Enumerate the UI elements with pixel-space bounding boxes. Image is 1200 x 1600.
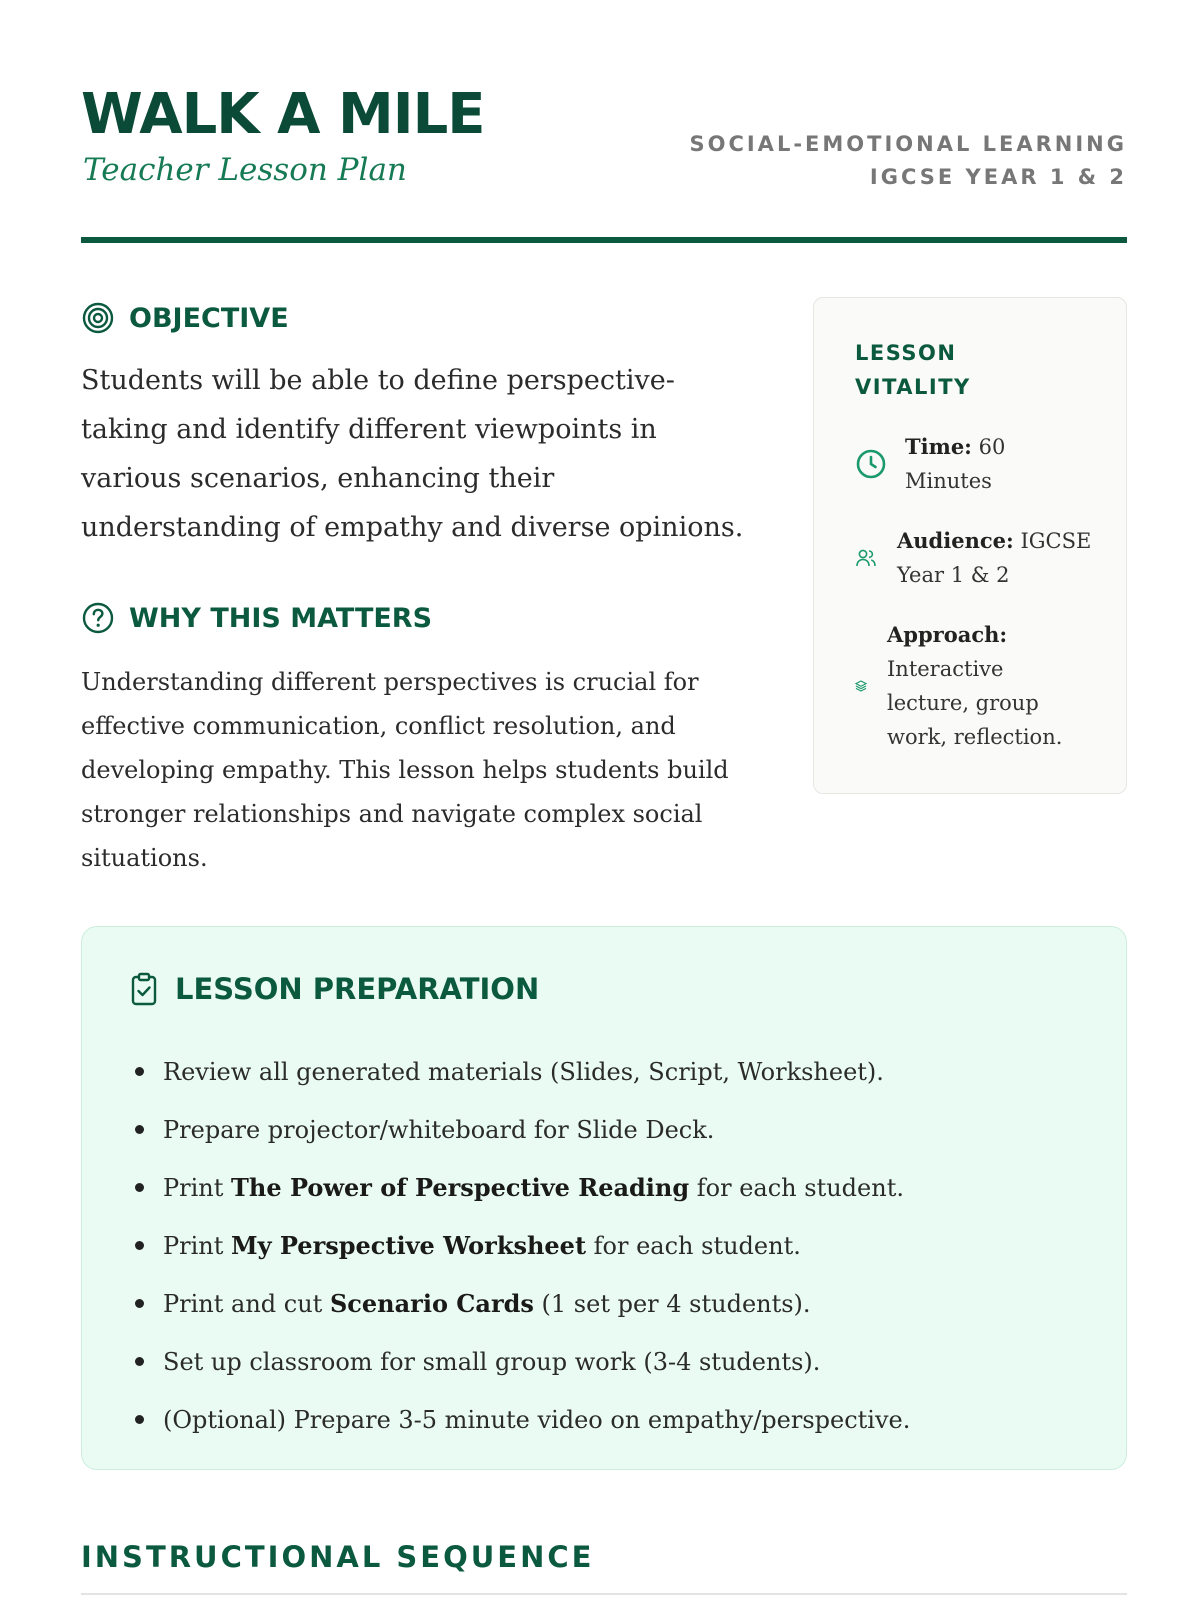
why-text: Understanding different perspectives is crucial for effective communication, conflict resolution, and developing empathy. This lesson helps students build stronger relationships and navigate complex social situations. <box>81 668 729 872</box>
why-heading <box>81 598 761 638</box>
bullet <box>135 1183 144 1192</box>
vitality-time <box>855 430 1126 498</box>
layers-icon <box>855 680 867 692</box>
list-item: (Optional) Prepare 3-5 minute video on empathy/perspective. <box>127 1391 1126 1449</box>
level-label: IGCSE YEAR 1 & 2 <box>869 165 1127 189</box>
page-title: WALK A MILE <box>81 82 485 147</box>
list-item: Set up classroom for small group work (3-4 students). <box>127 1333 1126 1391</box>
bullet <box>135 1067 144 1076</box>
preparation-heading <box>127 969 1126 1009</box>
page-subtitle: Teacher Lesson Plan <box>83 152 407 188</box>
objective-heading <box>81 298 761 338</box>
lesson-plan-page <box>81 0 1127 1574</box>
objective-heading-label: OBJECTIVE <box>129 302 289 334</box>
objective-text: Students will be able to define perspective-taking and identify different viewpoints in various scenarios, enhancing their understanding of empathy and diverse opinions. <box>81 365 744 543</box>
audience-value: IGCSE Year 1 & 2 <box>897 529 1092 587</box>
vitality-approach <box>855 618 1126 754</box>
time-label: Time: <box>905 434 972 459</box>
time-value: 60 Minutes <box>905 435 1006 493</box>
help-circle-icon <box>81 601 115 635</box>
divider <box>81 1593 1127 1595</box>
approach-label: Approach: <box>887 622 1008 647</box>
why-heading-label: WHY THIS MATTERS <box>129 602 433 634</box>
clipboard-check-icon <box>127 972 161 1006</box>
clock-icon <box>855 448 887 480</box>
list-item: Print and cut Scenario Cards (1 set per 4 students). <box>127 1275 1126 1333</box>
bullet <box>135 1357 144 1366</box>
instructional-sequence-heading: INSTRUCTIONAL SEQUENCE <box>81 1540 595 1574</box>
lesson-preparation-box <box>81 926 1127 1470</box>
target-icon <box>81 301 115 335</box>
lesson-vitality-card <box>813 297 1127 794</box>
bullet <box>135 1415 144 1424</box>
preparation-list <box>127 1043 1126 1449</box>
bullet <box>135 1241 144 1250</box>
vitality-audience <box>855 524 1126 592</box>
course-info <box>689 128 1127 194</box>
list-item: Prepare projector/whiteboard for Slide Deck. <box>127 1101 1126 1159</box>
bullet <box>135 1125 144 1134</box>
users-icon <box>855 547 877 569</box>
list-item: Print My Perspective Worksheet for each student. <box>127 1217 1126 1275</box>
preparation-heading-label: LESSON PREPARATION <box>175 972 540 1006</box>
bullet <box>135 1299 144 1308</box>
header <box>81 0 1127 243</box>
subject-label: SOCIAL-EMOTIONAL LEARNING <box>689 132 1127 156</box>
list-item: Review all generated materials (Slides, Script, Worksheet). <box>127 1043 1126 1101</box>
approach-value: Interactive lecture, group work, reflection. <box>887 657 1063 749</box>
audience-label: Audience: <box>897 528 1014 553</box>
left-column <box>81 298 761 880</box>
vitality-title: LESSON VITALITY <box>855 341 971 399</box>
list-item: Print The Power of Perspective Reading for each student. <box>127 1159 1126 1217</box>
